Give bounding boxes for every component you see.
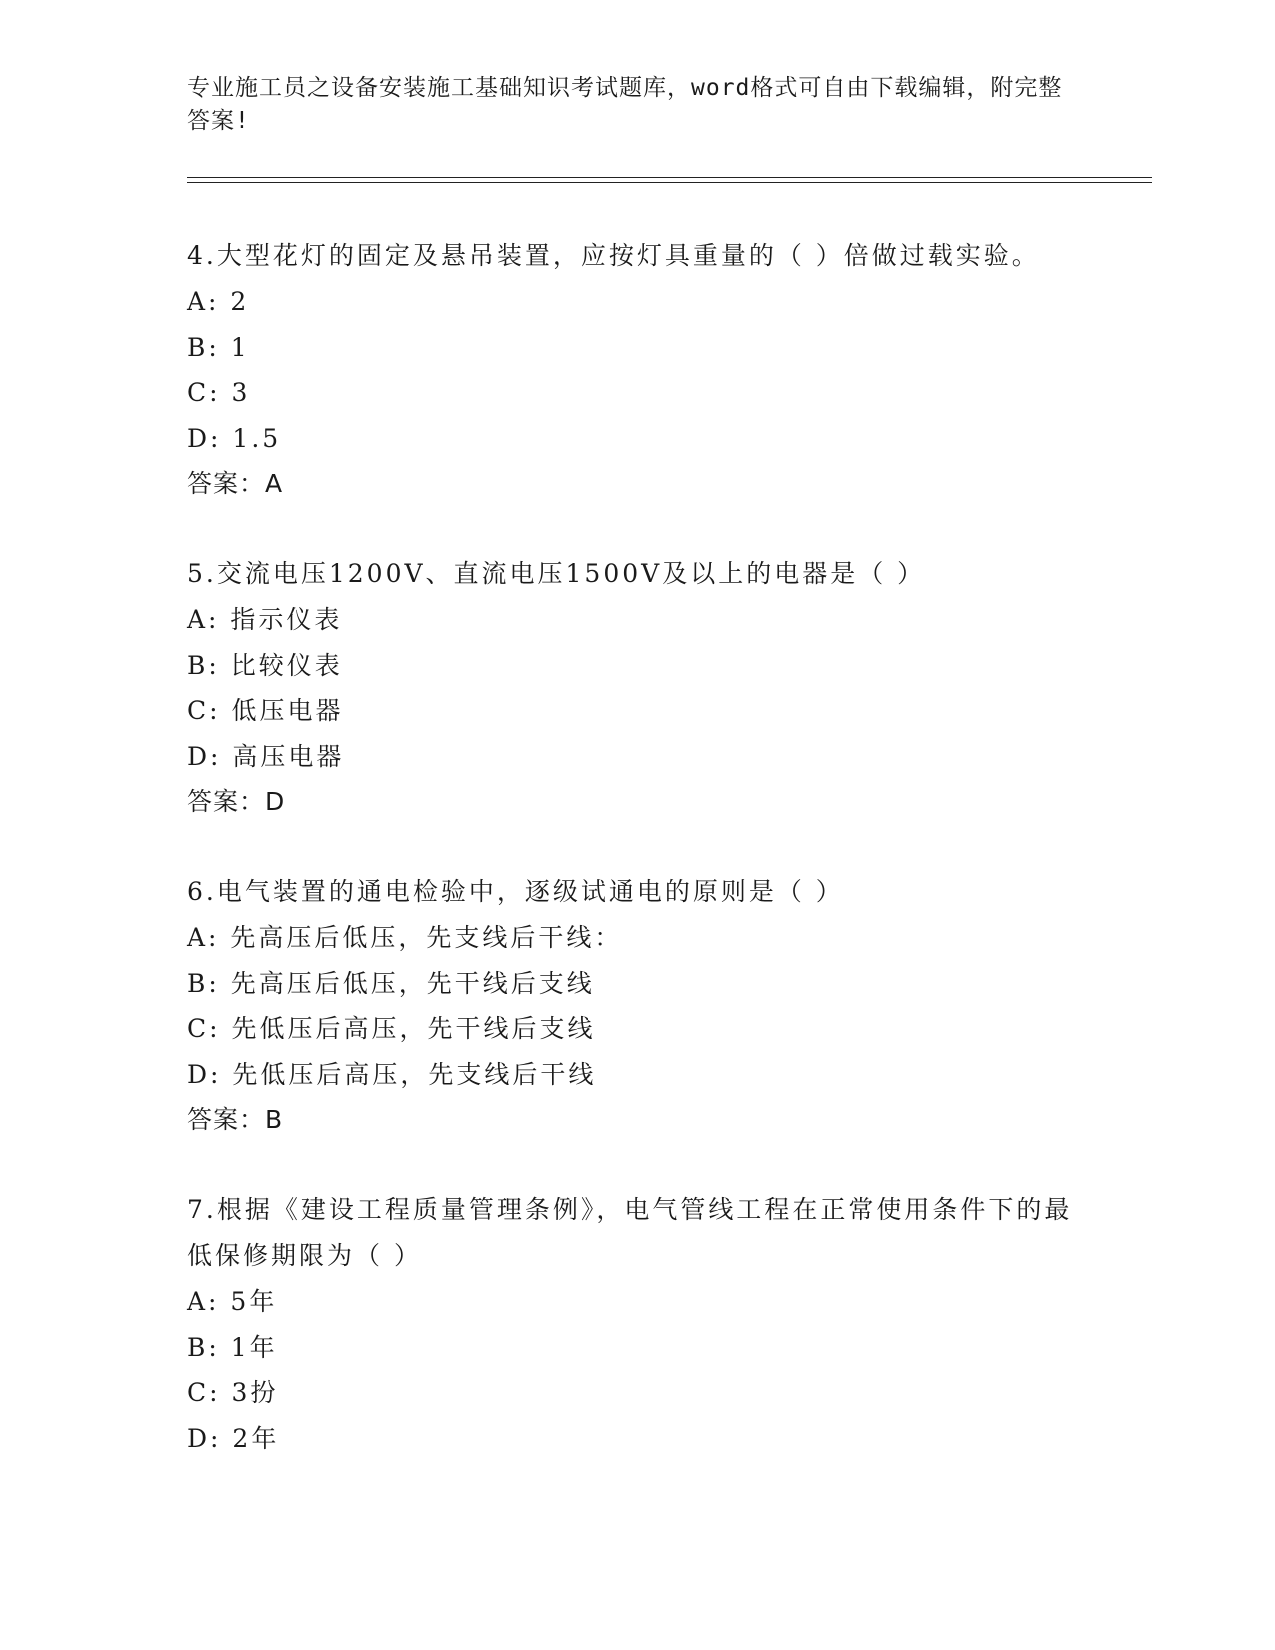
- option-d: D: 高压电器: [187, 741, 345, 771]
- option-d: D: 1.5: [187, 423, 282, 453]
- option-c: C: 先低压后高压，先干线后支线: [187, 1014, 596, 1043]
- question-title: 7.根据《建设工程质量管理条例》，电气管线工程在正常使用条件下的最低保修期限为（ ）: [187, 1195, 1073, 1270]
- answer: 答案：D: [187, 787, 286, 816]
- question-title: 5.交流电压1200V、直流电压1500V及以上的电器是（ ）: [187, 559, 926, 588]
- question-6: [187, 869, 1087, 1143]
- option-b: B: 比较仪表: [187, 650, 343, 680]
- option-d: D: 2年: [187, 1423, 280, 1453]
- question-7: [187, 1187, 1087, 1461]
- option-a: A: 先高压后低压，先支线后干线：: [187, 923, 623, 952]
- question-5: [187, 551, 1087, 825]
- option-a: A: 2: [187, 287, 250, 316]
- option-c: C: 3: [187, 378, 251, 407]
- answer: 答案：B: [187, 1105, 284, 1134]
- option-c: C: 3扮: [187, 1378, 279, 1407]
- question-4: [187, 233, 1087, 507]
- question-title: 4.大型花灯的固定及悬吊装置，应按灯具重量的（ ）倍做过载实验。: [187, 241, 1040, 270]
- option-b: B: 1: [187, 332, 250, 362]
- option-a: A: 指示仪表: [187, 605, 343, 634]
- header-divider-bottom: [187, 182, 1152, 183]
- option-c: C: 低压电器: [187, 696, 344, 725]
- answer: 答案：A: [187, 469, 284, 498]
- option-d: D: 先低压后高压，先支线后干线: [187, 1059, 597, 1089]
- option-a: A: 5年: [187, 1287, 278, 1316]
- option-b: B: 1年: [187, 1332, 278, 1362]
- document-header: 专业施工员之设备安装施工基础知识考试题库，word格式可自由下载编辑，附完整答案!: [187, 75, 1063, 134]
- option-b: B: 先高压后低压，先干线后支线: [187, 968, 595, 998]
- question-title: 6.电气装置的通电检验中，逐级试通电的原则是（ ）: [187, 877, 844, 906]
- header-divider-top: [187, 177, 1152, 178]
